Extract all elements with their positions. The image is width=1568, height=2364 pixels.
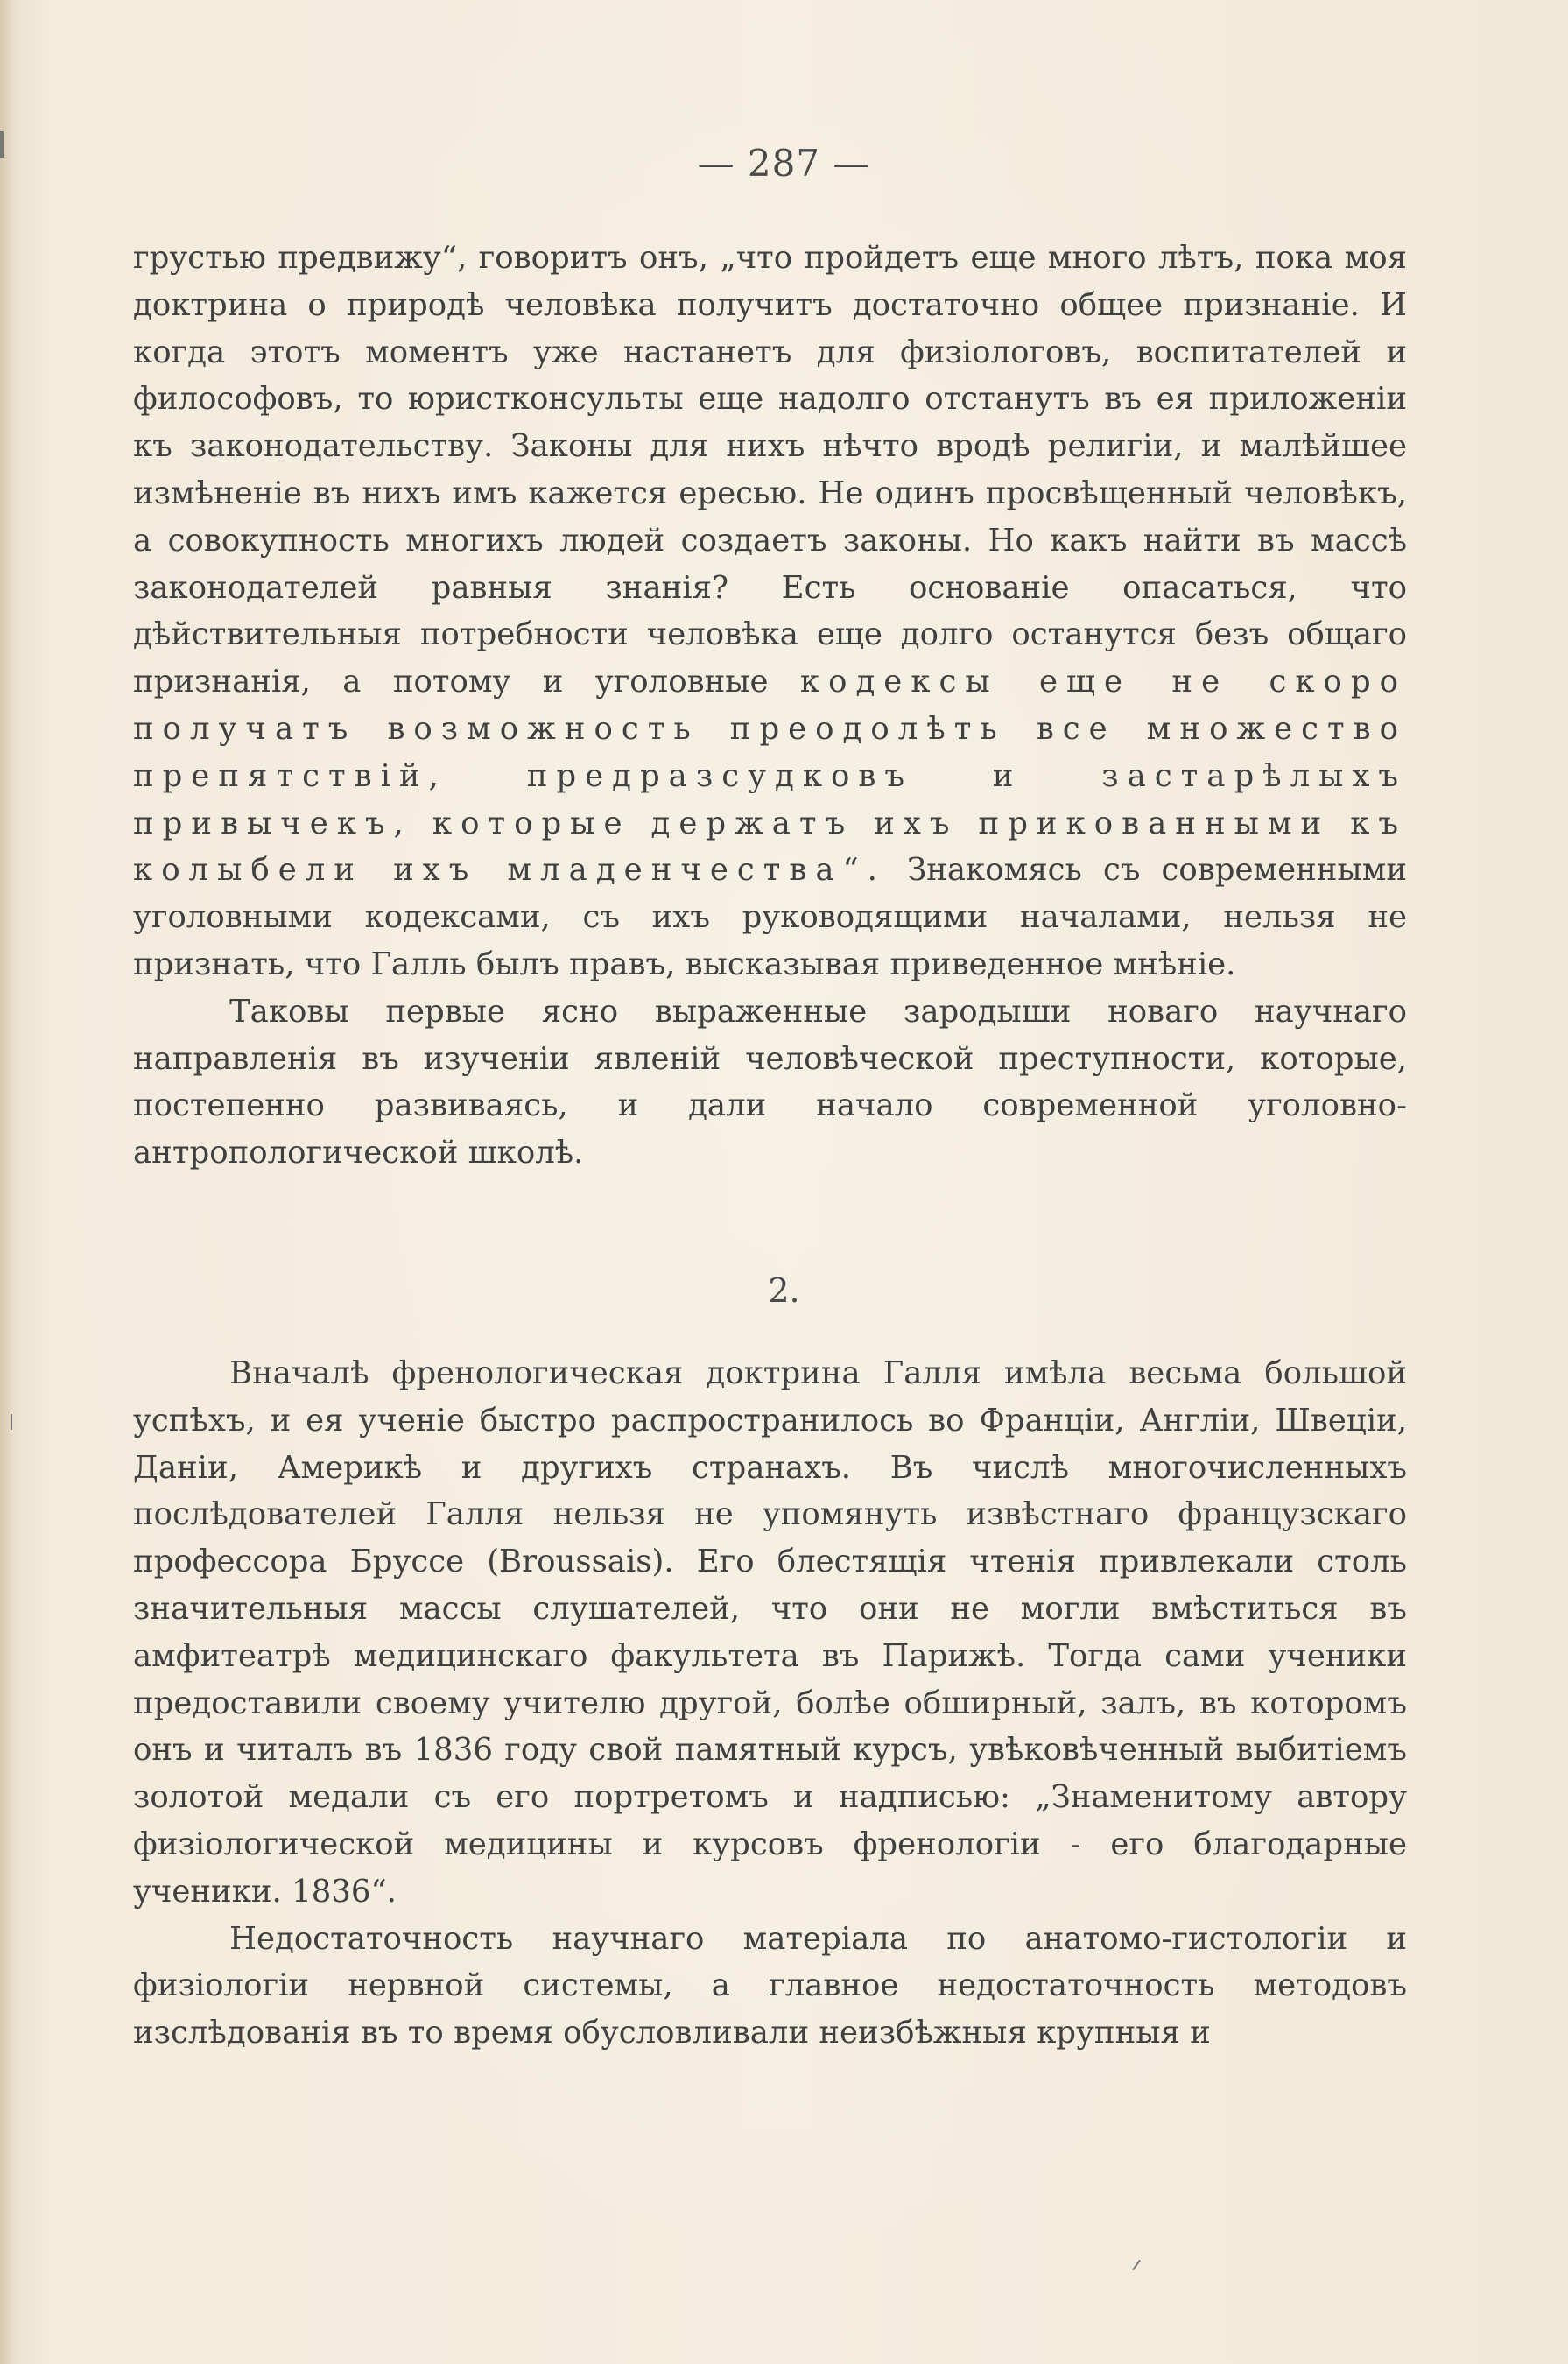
paragraph-text: грустью предвижу“, говоритъ онъ, „что пройдетъ еще много лѣтъ, пока моя доктрина о природѣ человѣка получитъ достаточно общее признаніе. И когда этотъ моментъ уже настанетъ для физiологовъ, воспитателей и философовъ, то юристконсульты еще надолго отстанутъ въ ея приложенiи къ законодательству. Законы для нихъ нѣчто вродѣ религiи, и малѣйшее измѣненіе въ нихъ имъ кажется ересью. Не одинъ просвѣщенный человѣкъ, а совокупность многихъ людей создаетъ законы. Но какъ найти въ массѣ законодателей равныя знанія? Есть основаніе опасаться, что дѣйствительныя потребности человѣка еще долго останутся безъ общаго признанія, а потому и уголовные [133, 240, 1407, 700]
page-left-edge [0, 0, 16, 2364]
spaced-text: кодексы еще не скоро получатъ возможность преодолѣть все множество препятствій, предразсудковъ и застарѣлыхъ привычекъ, которые держатъ ихъ прикованными къ колыбели ихъ младенчества“. [133, 664, 1408, 889]
text-block-bottom [133, 1350, 1407, 2057]
scan-mark [1132, 2260, 1141, 2271]
scan-mark [11, 1414, 12, 1430]
section-number: 2. [768, 1271, 800, 1310]
paragraph: Вначалѣ френологическая доктрина Галля имѣла весьма большой успѣхъ, и ея ученіе быстро распространилось во Францiи, Англiи, Швецiи, Данiи, Америкѣ и другихъ странахъ. Въ числѣ многочисленныхъ послѣдователей Галля нельзя не упомянуть извѣстнаго французскаго профессора Бруссе (Broussais). Его блестящія чтенія привлекали столь значительныя массы слушателей, что они не могли вмѣститься въ амфитеатрѣ медицинскаго факультета въ Парижѣ. Тогда сами ученики предоставили своему учителю другой, болѣе обширный, залъ, въ которомъ онъ и читалъ въ 1836 году свой памятный курсъ, увѣковѣченный выбитіемъ золотой медали съ его портретомъ и надписью: „Знаменитому автору физiологической медицины и курсовъ френологiи - его благодарные ученики. 1836“. [133, 1355, 1407, 1910]
page-number: — 287 — [697, 142, 871, 185]
text-block-top [133, 235, 1407, 1177]
paragraph [133, 235, 1407, 989]
paragraph-text: Знакомясь съ современными уголовными кодексами, съ ихъ руководящими началами, нельзя не признать, что Галль былъ правъ, высказывая приведенное мнѣніе. [133, 852, 1407, 982]
paragraph: Недостаточность научнаго матеріала по анатомо-гистологiи и физiологiи нервной системы, а главное недостаточность методовъ изслѣдованія въ то время обусловливали неизбѣжныя крупныя и [133, 1920, 1407, 2051]
paragraph: Таковы первые ясно выраженные зародыши новаго научнаго направленія въ изученiи явленій человѣческой преступности, которые, постепенно развиваясь, и дали начало современной уголовно-антропологической школѣ. [133, 993, 1407, 1171]
